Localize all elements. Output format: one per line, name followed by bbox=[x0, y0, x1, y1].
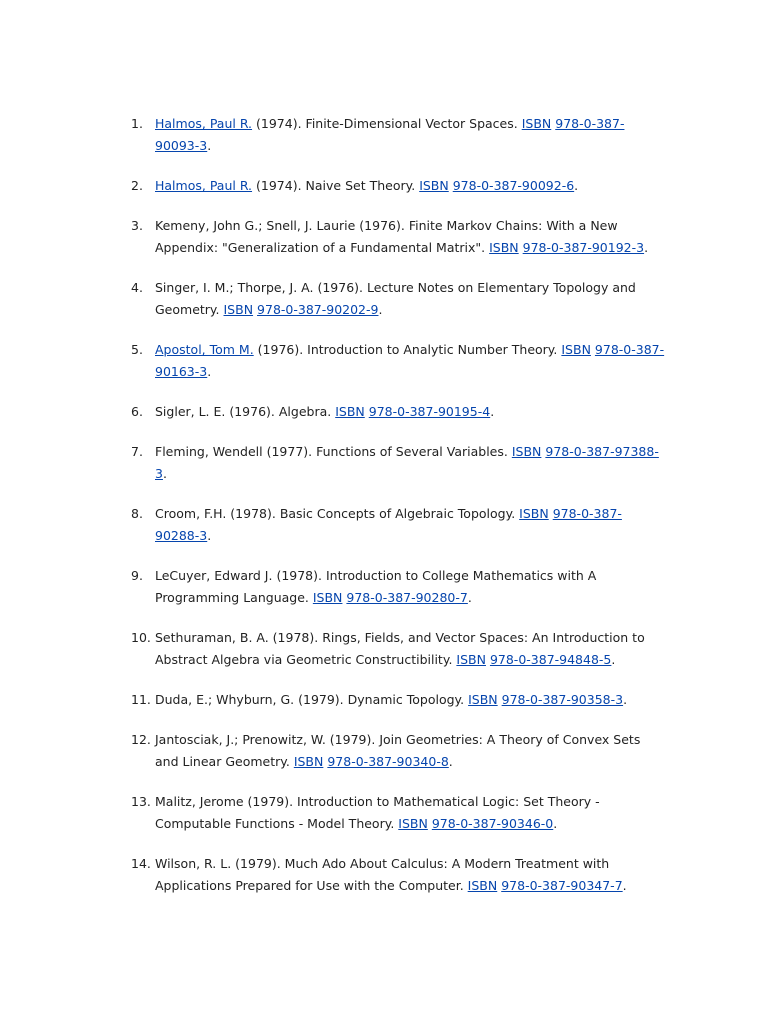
reference-text: (1976). Algebra. bbox=[225, 404, 336, 419]
reference-end: . bbox=[207, 364, 212, 379]
reference-number: 11. bbox=[131, 692, 151, 707]
reference-item bbox=[131, 441, 666, 485]
reference-item bbox=[131, 729, 666, 773]
reference-number: 14. bbox=[131, 856, 151, 871]
reference-end: . bbox=[574, 178, 579, 193]
isbn-label-link[interactable]: ISBN bbox=[521, 116, 552, 131]
isbn-number-link[interactable]: 978-0-387-90346-0 bbox=[431, 816, 554, 831]
isbn-label-link[interactable]: ISBN bbox=[467, 878, 498, 893]
reference-end: . bbox=[448, 754, 453, 769]
reference-end: . bbox=[207, 138, 212, 153]
reference-number: 13. bbox=[131, 794, 151, 809]
isbn-number-link[interactable]: 978-0-387-90202-9 bbox=[257, 302, 379, 317]
reference-item bbox=[131, 175, 666, 197]
isbn-label-link[interactable]: ISBN bbox=[519, 506, 549, 521]
reference-end: . bbox=[644, 240, 649, 255]
reference-author: Croom, F.H. bbox=[155, 506, 227, 521]
reference-text: (1979). Introduction to Mathematical Logic: Set Theory - Computable Functions - Model Theory. bbox=[155, 794, 600, 831]
reference-text: (1974). Naive Set Theory. bbox=[252, 178, 420, 193]
reference-number: 1. bbox=[131, 116, 143, 131]
isbn-label-link[interactable]: ISBN bbox=[335, 404, 365, 419]
reference-author: Wilson, R. L. bbox=[155, 856, 232, 871]
author-link[interactable]: Halmos, Paul R. bbox=[155, 178, 253, 193]
reference-number: 3. bbox=[131, 218, 143, 233]
reference-author: Fleming, Wendell bbox=[155, 444, 263, 459]
isbn-number-link[interactable]: 978-0-387-90347-7 bbox=[501, 878, 623, 893]
isbn-label-link[interactable]: ISBN bbox=[468, 692, 498, 707]
reference-item bbox=[131, 853, 666, 897]
reference-end: . bbox=[467, 590, 472, 605]
reference-text: (1977). Functions of Several Variables. bbox=[262, 444, 512, 459]
reference-item bbox=[131, 791, 666, 835]
isbn-label-link[interactable]: ISBN bbox=[223, 302, 254, 317]
isbn-label-link[interactable]: ISBN bbox=[312, 590, 343, 605]
reference-text: (1976). Introduction to Analytic Number Theory. bbox=[253, 342, 562, 357]
reference-number: 6. bbox=[131, 404, 143, 419]
reference-number: 10. bbox=[131, 630, 151, 645]
reference-number: 12. bbox=[131, 732, 151, 747]
reference-number: 8. bbox=[131, 506, 143, 521]
reference-item bbox=[131, 215, 666, 259]
reference-item bbox=[131, 113, 666, 157]
isbn-label-link[interactable]: ISBN bbox=[561, 342, 591, 357]
reference-text: (1974). Finite-Dimensional Vector Spaces. bbox=[252, 116, 522, 131]
reference-item bbox=[131, 277, 666, 321]
isbn-number-link[interactable]: 978-0-387-90280-7 bbox=[346, 590, 468, 605]
reference-author: Singer, I. M.; Thorpe, J. A. bbox=[155, 280, 314, 295]
isbn-label-link[interactable]: ISBN bbox=[398, 816, 428, 831]
reference-number: 4. bbox=[131, 280, 143, 295]
reference-end: . bbox=[162, 466, 167, 481]
reference-list bbox=[131, 113, 666, 915]
isbn-number-link[interactable]: 978-0-387-90195-4 bbox=[368, 404, 491, 419]
isbn-label-link[interactable]: ISBN bbox=[456, 652, 486, 667]
reference-end: . bbox=[623, 692, 628, 707]
reference-item bbox=[131, 565, 666, 609]
isbn-number-link[interactable]: 978-0-387-90358-3 bbox=[501, 692, 624, 707]
reference-end: . bbox=[490, 404, 495, 419]
reference-end: . bbox=[622, 878, 627, 893]
isbn-number-link[interactable]: 978-0-387-90192-3 bbox=[522, 240, 645, 255]
reference-item bbox=[131, 339, 666, 383]
isbn-number-link[interactable]: 978-0-387-90163-3 bbox=[155, 342, 665, 379]
reference-author: Sigler, L. E. bbox=[155, 404, 226, 419]
isbn-number-link[interactable]: 978-0-387-90288-3 bbox=[155, 506, 622, 543]
isbn-label-link[interactable]: ISBN bbox=[419, 178, 449, 193]
reference-number: 7. bbox=[131, 444, 143, 459]
reference-author: Malitz, Jerome bbox=[155, 794, 244, 809]
reference-item bbox=[131, 627, 666, 671]
reference-end: . bbox=[553, 816, 558, 831]
reference-author: Duda, E.; Whyburn, G. bbox=[155, 692, 295, 707]
reference-text: (1976). Lecture Notes on Elementary Topology and Geometry. bbox=[155, 280, 636, 317]
reference-item bbox=[131, 503, 666, 547]
reference-end: . bbox=[378, 302, 383, 317]
reference-author: Jantosciak, J.; Prenowitz, W. bbox=[155, 732, 326, 747]
reference-text: (1978). Introduction to College Mathematics with A Programming Language. bbox=[155, 568, 597, 605]
reference-text: (1979). Join Geometries: A Theory of Convex Sets and Linear Geometry. bbox=[155, 732, 641, 769]
isbn-number-link[interactable]: 978-0-387-90093-3 bbox=[155, 116, 625, 153]
isbn-number-link[interactable]: 978-0-387-97388-3 bbox=[155, 444, 659, 481]
reference-author: Kemeny, John G.; Snell, J. Laurie bbox=[155, 218, 356, 233]
isbn-label-link[interactable]: ISBN bbox=[489, 240, 519, 255]
isbn-number-link[interactable]: 978-0-387-94848-5 bbox=[489, 652, 612, 667]
reference-author: LeCuyer, Edward J. bbox=[155, 568, 273, 583]
reference-end: . bbox=[207, 528, 212, 543]
isbn-label-link[interactable]: ISBN bbox=[511, 444, 542, 459]
isbn-number-link[interactable]: 978-0-387-90340-8 bbox=[327, 754, 449, 769]
reference-end: . bbox=[611, 652, 616, 667]
reference-text: (1979). Dynamic Topology. bbox=[294, 692, 469, 707]
reference-item bbox=[131, 401, 666, 423]
reference-number: 5. bbox=[131, 342, 143, 357]
reference-text: (1979). Much Ado About Calculus: A Modern Treatment with Applications Prepared for Use with the Computer. bbox=[155, 856, 610, 893]
reference-text: (1978). Rings, Fields, and Vector Spaces: An Introduction to Abstract Algebra via Geometric Constructibility. bbox=[155, 630, 645, 667]
isbn-label-link[interactable]: ISBN bbox=[293, 754, 324, 769]
reference-text: (1976). Finite Markov Chains: With a New Appendix: "Generalization of a Fundamental Matrix". bbox=[155, 218, 618, 255]
reference-author: Sethuraman, B. A. bbox=[155, 630, 269, 645]
reference-number: 9. bbox=[131, 568, 143, 583]
reference-item bbox=[131, 689, 666, 711]
reference-text: (1978). Basic Concepts of Algebraic Topology. bbox=[226, 506, 520, 521]
isbn-number-link[interactable]: 978-0-387-90092-6 bbox=[452, 178, 575, 193]
author-link[interactable]: Apostol, Tom M. bbox=[155, 342, 254, 357]
author-link[interactable]: Halmos, Paul R. bbox=[155, 116, 253, 131]
reference-number: 2. bbox=[131, 178, 143, 193]
